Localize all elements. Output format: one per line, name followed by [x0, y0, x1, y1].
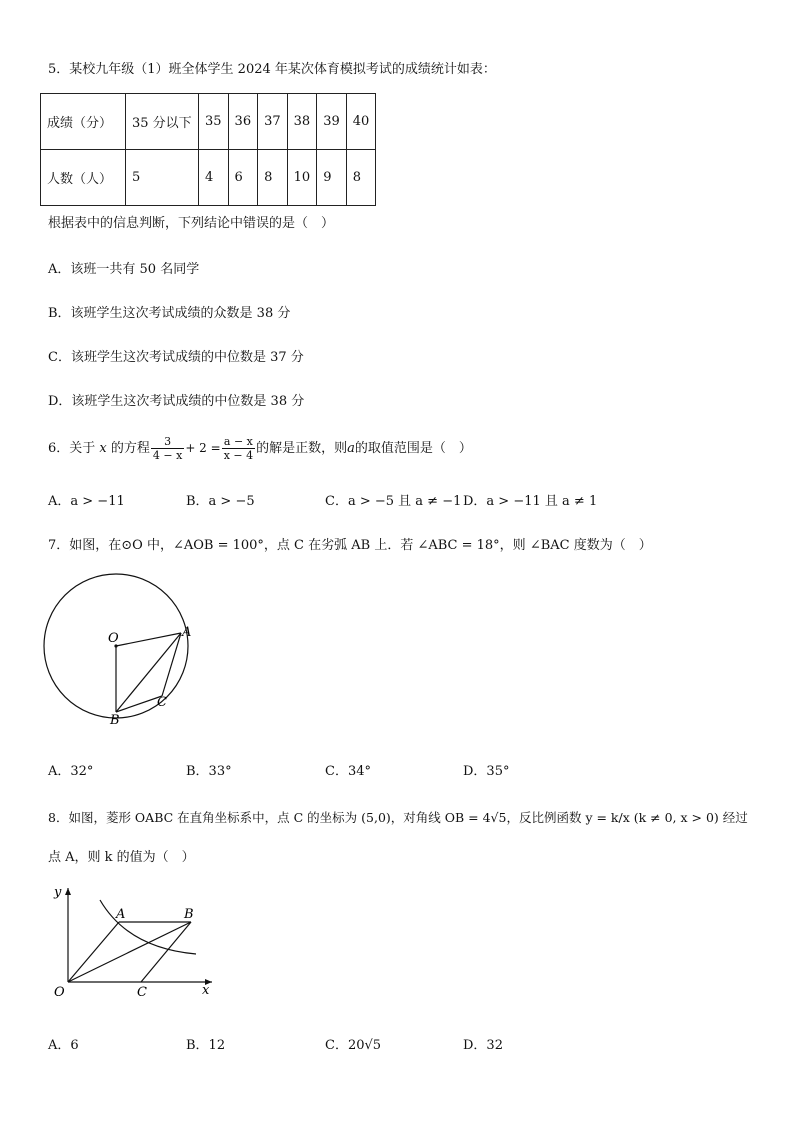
q7-option-d: D．35°	[463, 764, 510, 779]
q6-option-a: A．a > −11	[48, 494, 125, 509]
q6-option-d: D．a > −11 且 a ≠ 1	[463, 494, 598, 509]
table-cell: 8	[346, 150, 376, 206]
table-cell: 人数（人）	[41, 150, 126, 206]
label-a: A	[182, 625, 192, 640]
table-cell: 成绩（分）	[41, 94, 126, 150]
q7-option-b: B．33°	[186, 764, 232, 779]
label-c: C	[157, 695, 167, 710]
q5-option-a: A．该班一共有 50 名同学	[48, 262, 200, 277]
table-cell: 37	[258, 94, 288, 150]
table-cell: 4	[199, 150, 229, 206]
q5-stem: 5．某校九年级（1）班全体学生 2024 年某次体育模拟考试的成绩统计如表：	[48, 62, 496, 77]
q7-option-c: C．34°	[325, 764, 371, 779]
q6-var-x: x	[99, 441, 107, 456]
q6-stem	[48, 430, 472, 467]
q7-circle-figure	[40, 570, 200, 730]
segment-ac	[162, 633, 181, 696]
q8-option-a: A．6	[48, 1038, 79, 1053]
q8-option-c: C．20√5	[325, 1038, 382, 1053]
q6-option-c: C．a > −5 且 a ≠ −1	[325, 494, 462, 509]
table-cell: 35	[199, 94, 229, 150]
table-cell: 6	[228, 150, 258, 206]
label-c: C	[137, 985, 147, 1000]
table-row	[41, 94, 376, 150]
q8-stem-line2: 点 A，则 k 的值为（ ）	[48, 850, 195, 865]
q8-rhombus-figure	[44, 880, 224, 1000]
label-o: O	[108, 631, 119, 646]
q6-text: 6．关于	[48, 441, 100, 456]
q5-option-d: D．该班学生这次考试成绩的中位数是 38 分	[48, 394, 305, 409]
label-b: B	[110, 713, 120, 728]
segment-oa	[68, 922, 119, 982]
q8-stem-line1: 8．如图，菱形 OABC 在直角坐标系中，点 C 的坐标为 (5,0)，对角线 OB = 4√5，反比例函数 y = k/x (k ≠ 0, x > 0) 经过	[48, 810, 748, 825]
table-cell: 10	[287, 150, 317, 206]
q6-fraction-1: $\frac{3}{4 - x}$	[152, 435, 183, 462]
table-cell: 35 分以下	[126, 94, 199, 150]
q5-option-b: B．该班学生这次考试成绩的众数是 38 分	[48, 306, 291, 321]
label-b: B	[184, 907, 194, 922]
label-a: A	[116, 907, 126, 922]
y-axis-arrow	[65, 888, 71, 895]
q6-text: 的解是正数，则	[256, 441, 348, 456]
table-cell: 40	[346, 94, 376, 150]
label-y: y	[54, 885, 62, 900]
table-cell: 8	[258, 150, 288, 206]
q6-var-a: a	[347, 441, 355, 456]
table-cell: 5	[126, 150, 199, 206]
table-cell: 39	[317, 94, 347, 150]
q6-fraction-2: $\frac{a - x}{x - 4}$	[223, 435, 254, 462]
table-cell: 36	[228, 94, 258, 150]
q5-option-c: C．该班学生这次考试成绩的中位数是 37 分	[48, 350, 304, 365]
label-o: O	[54, 985, 65, 1000]
score-table	[40, 93, 376, 206]
q6-text: 的取值范围是（ ）	[354, 441, 472, 456]
label-x: x	[202, 983, 210, 998]
q7-option-a: A．32°	[48, 764, 94, 779]
diagonal-ob	[68, 922, 191, 982]
q5-prompt: 根据表中的信息判断，下列结论中错误的是（ ）	[48, 216, 335, 231]
table-row	[41, 150, 376, 206]
table-cell: 38	[287, 94, 317, 150]
table-cell: 9	[317, 150, 347, 206]
q7-stem: 7．如图，在⊙O 中，∠AOB = 100°，点 C 在劣弧 AB 上．若 ∠ABC = 18°，则 ∠BAC 度数为（ ）	[48, 538, 652, 553]
q8-option-b: B．12	[186, 1038, 226, 1053]
q8-option-d: D．32	[463, 1038, 503, 1053]
q6-option-b: B．a > −5	[186, 494, 255, 509]
q6-text: 的方程	[106, 441, 150, 456]
q6-text: + 2 =	[185, 441, 221, 455]
